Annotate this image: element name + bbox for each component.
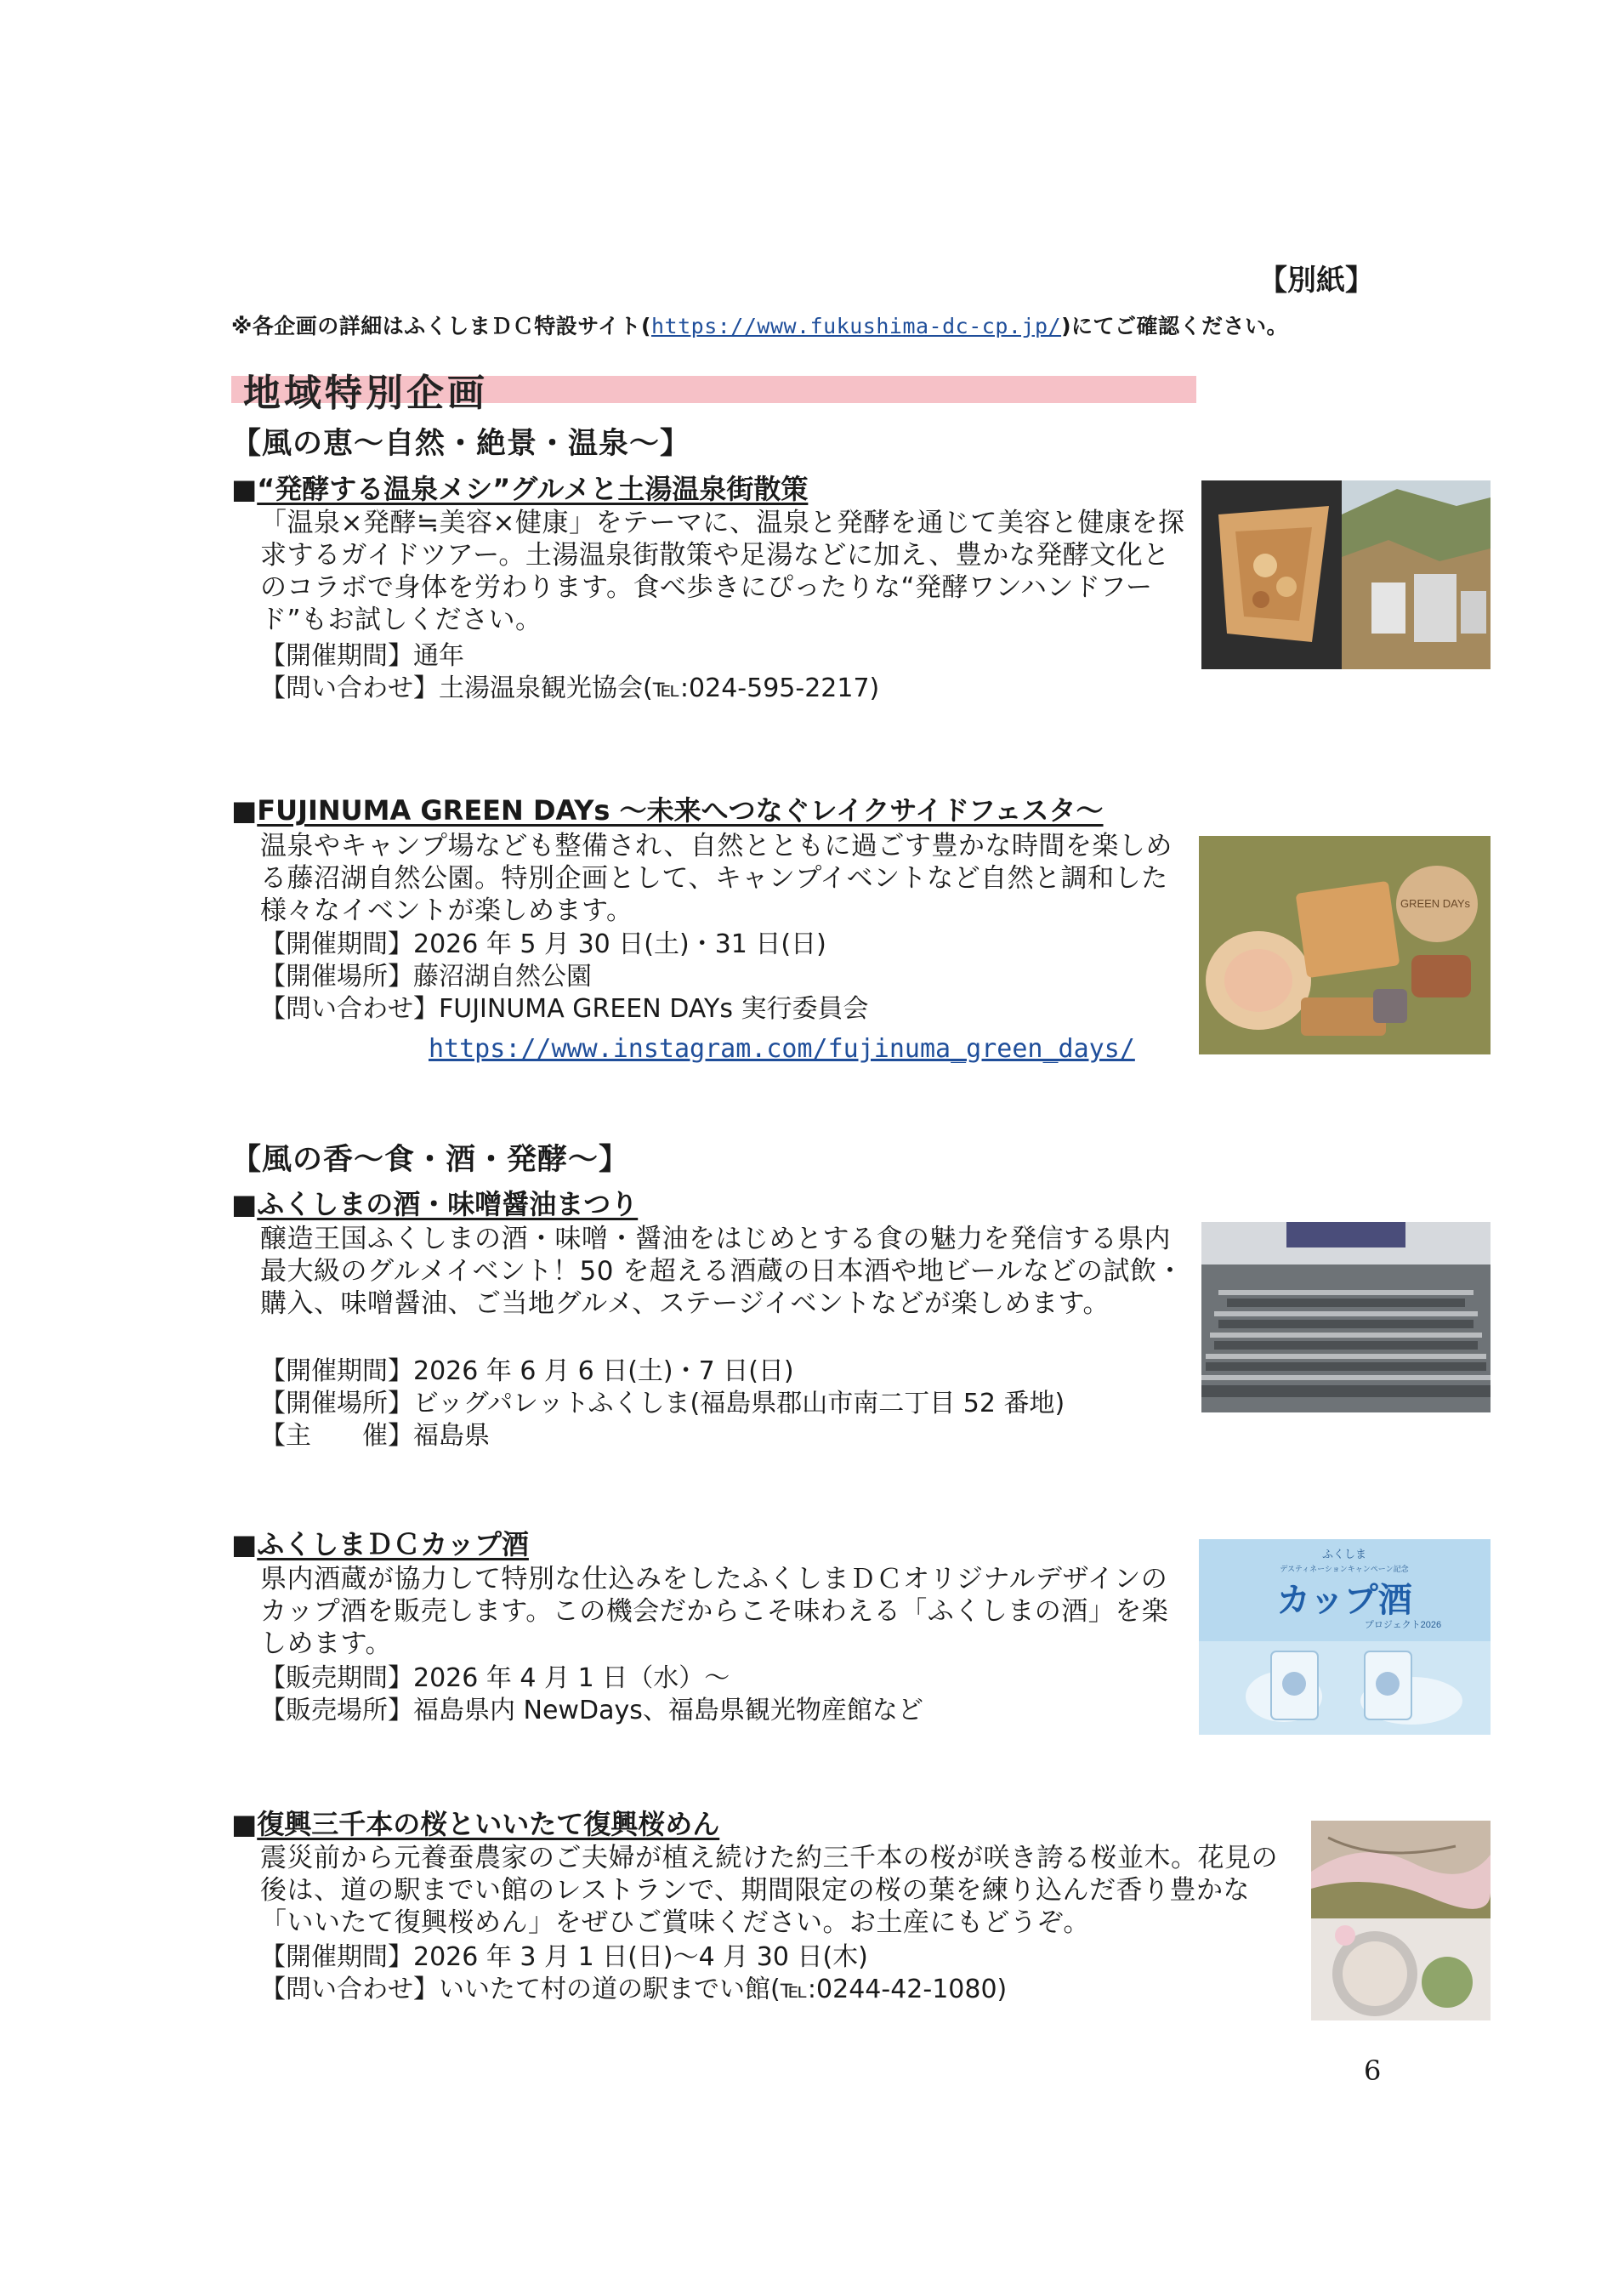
info-line: 【開催期間】2026 年 5 月 30 日(土)・31 日(日) bbox=[260, 929, 826, 959]
info-line: 【開催場所】藤沼湖自然公園 bbox=[260, 962, 592, 992]
theme-heading: 【風の香～食・酒・発酵～】 bbox=[231, 1143, 630, 1177]
page-number: 6 bbox=[1364, 2054, 1382, 2087]
info-line: 【開催場所】ビッグパレットふくしま(福島県郡山市南二丁目 52 番地) bbox=[260, 1389, 1065, 1418]
item-description: 震災前から元養蚕農家のご夫婦が植え続けた約三千本の桜が咲き誇る桜並木。花見の後は、道の駅までい館のレストランで、期間限定の桜の葉を練り込んだ香り豊かな「いいたて復興桜めん」をぜひご賞味ください。お土産にもどうぞ。 bbox=[260, 1843, 1278, 1938]
note-text-before: ※各企画の詳細はふくしまＤＣ特設サイト( bbox=[231, 314, 651, 338]
item-description: 「温泉×発酵≒美容×健康」をテーマに、温泉と発酵を通じて美容と健康を探求するガイドツアー。土湯温泉街散策や足湯などに加え、豊かな発酵文化とのコラボで身体を労わります。食べ歩きにぴったりな“発酵ワンハンドフード”もお試しください。 bbox=[260, 508, 1185, 635]
item-title-text: ふくしまＤＣカップ酒 bbox=[257, 1528, 529, 1560]
info-line: 【問い合わせ】いいたて村の道の駅までい館(℡:0244-42-1080) bbox=[260, 1975, 1008, 2004]
item-description: 温泉やキャンプ場なども整備され、自然とともに過ごす豊かな時間を楽しめる藤沼湖自然公園。特別企画として、キャンプイベントなど自然と調和した様々なイベントが楽しめます。 bbox=[260, 831, 1173, 926]
info-line: 【販売場所】福島県内 NewDays、福島県観光物産館など bbox=[260, 1696, 923, 1725]
section-title: 地域特別企画 bbox=[243, 372, 488, 415]
sake-festival-photo bbox=[1201, 1222, 1491, 1412]
sakura-photo bbox=[1311, 1821, 1491, 2020]
item-title-text: FUJINUMA GREEN DAYs ～未来へつなぐレイクサイドフェスタ～ bbox=[257, 794, 1104, 827]
onsen-food-photo bbox=[1201, 480, 1491, 669]
info-line: 【開催期間】2026 年 3 月 1 日(日)～4 月 30 日(木) bbox=[260, 1942, 868, 1972]
sign-text: GREEN DAYs bbox=[1400, 897, 1471, 910]
cup-main-text: カップ酒 bbox=[1276, 1582, 1412, 1619]
item-title-text: “発酵する温泉メシ”グルメと土湯温泉街散策 bbox=[257, 473, 809, 505]
item-title: ■FUJINUMA GREEN DAYs ～未来へつなぐレイクサイドフェスタ～ bbox=[231, 794, 1104, 827]
cup-project-text: プロジェクト2026 bbox=[1364, 1620, 1442, 1630]
item-title-text: ふくしまの酒・味噌醤油まつり bbox=[257, 1188, 639, 1220]
instagram-link[interactable]: https://www.instagram.com/fujinuma_green_days/ bbox=[429, 1034, 1135, 1064]
info-line: 【主 催】福島県 bbox=[260, 1421, 490, 1451]
info-line: 【販売期間】2026 年 4 月 1 日（水）～ bbox=[260, 1663, 730, 1693]
item-title: ■ふくしまの酒・味噌醤油まつり bbox=[231, 1188, 639, 1220]
site-note bbox=[231, 310, 1288, 340]
item-description: 醸造王国ふくしまの酒・味噌・醤油をはじめとする食の魅力を発信する県内最大級のグルメイベント！50 を超える酒蔵の日本酒や地ビールなどの試飲・購入、味噌醤油、ご当地グルメ、ステージイベントなどが楽しめます。 bbox=[260, 1224, 1184, 1319]
appendix-label: 【別紙】 bbox=[1258, 264, 1374, 298]
note-text-after: )にてご確認ください。 bbox=[1061, 314, 1289, 338]
theme-heading: 【風の恵～自然・絶景・温泉～】 bbox=[231, 427, 691, 461]
item-description: 県内酒蔵が協力して特別な仕込みをしたふくしまＤＣオリジナルデザインのカップ酒を販売します。この機会だからこそ味わえる「ふくしまの酒」を楽しめます。 bbox=[260, 1564, 1169, 1659]
green-days-photo bbox=[1199, 836, 1491, 1054]
cup-sub-text: デスティネーションキャンペーン記念 bbox=[1280, 1565, 1409, 1573]
item-title-text: 復興三千本の桜といいたて復興桜めん bbox=[257, 1808, 720, 1840]
item-title: ■“発酵する温泉メシ”グルメと土湯温泉街散策 bbox=[231, 473, 809, 505]
section-banner bbox=[231, 362, 1196, 415]
cup-top-text: ふくしま bbox=[1321, 1548, 1367, 1560]
site-link[interactable]: https://www.fukushima-dc-cp.jp/ bbox=[650, 314, 1062, 338]
info-line: 【開催期間】通年 bbox=[260, 641, 464, 671]
cup-sake-photo bbox=[1199, 1539, 1491, 1735]
item-title: ■ふくしまＤＣカップ酒 bbox=[231, 1528, 529, 1560]
info-line: 【開催期間】2026 年 6 月 6 日(土)・7 日(日) bbox=[260, 1356, 794, 1386]
item-title: ■復興三千本の桜といいたて復興桜めん bbox=[231, 1808, 720, 1840]
info-line: 【問い合わせ】FUJINUMA GREEN DAYs 実行委員会 bbox=[260, 994, 869, 1024]
info-line: 【問い合わせ】土湯温泉観光協会(℡:024-595-2217) bbox=[260, 673, 880, 703]
